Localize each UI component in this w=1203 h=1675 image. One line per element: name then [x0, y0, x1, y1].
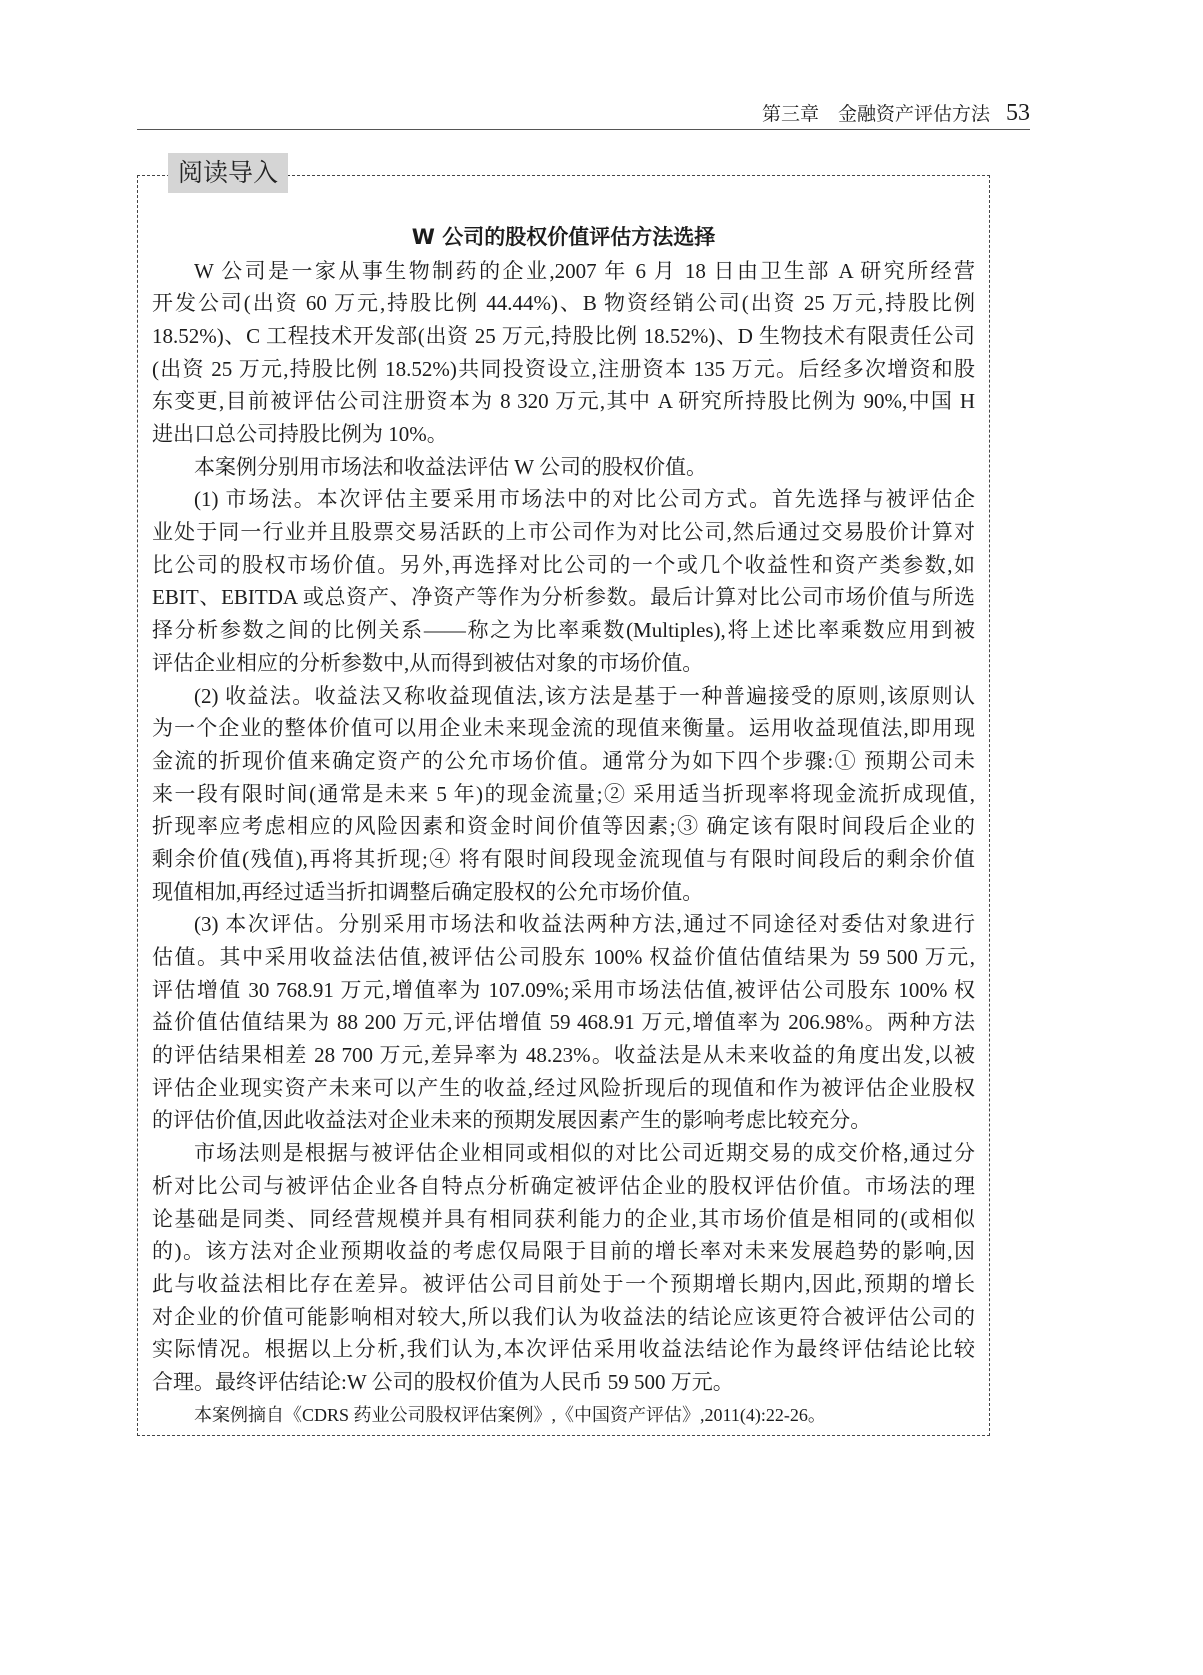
text-line: 18.52%)、C 工程技术开发部(出资 25 万元,持股比例 18.52%)、D 生物技术有限责任公司: [152, 323, 975, 348]
reading-guide-label: 阅读导入: [168, 153, 288, 193]
paragraph: [152, 680, 975, 909]
text-line: 此与收益法相比存在差异。被评估公司目前处于一个预期增长期内,因此,预期的增长: [152, 1271, 975, 1296]
paragraph: [152, 483, 975, 679]
text-line: (3) 本次评估。分别采用市场法和收益法两种方法,通过不同途径对委估对象进行: [194, 912, 975, 937]
text-line: 对企业的价值可能影响相对较大,所以我们认为收益法的结论应该更符合被评估公司的: [152, 1304, 975, 1329]
text-line: 评估企业现实资产未来可以产生的收益,经过风险折现后的现值和作为被评估企业股权: [152, 1075, 975, 1100]
text-line: 论基础是同类、同经营规模并具有相同获利能力的企业,其市场价值是相同的(或相似: [152, 1206, 975, 1231]
case-title: W 公司的股权价值评估方法选择: [411, 225, 716, 249]
text-line: 剩余价值(残值),再将其折现;④ 将有限时间段现金流现值与有限时间段后的剩余价值: [152, 846, 975, 871]
text-line: 现值相加,再经过适当折扣调整后确定股权的公允市场价值。: [152, 879, 704, 904]
text-line: (出资 25 万元,持股比例 18.52%)共同投资设立,注册资本 135 万元。后经多次增资和股: [152, 356, 975, 381]
page-number: 53: [1006, 100, 1030, 126]
text-line: 开发公司(出资 60 万元,持股比例 44.44%)、B 物资经销公司(出资 25 万元,持股比例: [152, 291, 975, 316]
text-line: (1) 市场法。本次评估主要采用市场法中的对比公司方式。首先选择与被评估企: [194, 487, 975, 512]
source-note: 本案例摘自《CDRS 药业公司股权评估案例》,《中国资产评估》,2011(4):22-26。: [194, 1404, 826, 1425]
text-line: 评估企业相应的分析参数中,从而得到被估对象的市场价值。: [152, 650, 704, 675]
text-line: 业处于同一行业并且股票交易活跃的上市公司作为对比公司,然后通过交易股价计算对: [152, 520, 975, 545]
text-line: 的评估结果相差 28 700 万元,差异率为 48.23%。收益法是从未来收益的角度出发,以被: [152, 1043, 975, 1068]
text-line: W 公司是一家从事生物制药的企业,2007 年 6 月 18 日由卫生部 A 研究所经营: [194, 258, 975, 283]
text-line: 市场法则是根据与被评估企业相同或相似的对比公司近期交易的成交价格,通过分: [194, 1141, 975, 1166]
paragraph: [152, 908, 975, 1137]
text-line: 比公司的股权市场价值。另外,再选择对比公司的一个或几个收益性和资产类参数,如: [152, 552, 975, 577]
text-line: 析对比公司与被评估企业各自特点分析确定被评估企业的股权评估价值。市场法的理: [152, 1173, 975, 1198]
text-line: EBIT、EBITDA 或总资产、净资产等作为分析参数。最后计算对比公司市场价值与所选: [152, 585, 975, 610]
text-line: 金流的折现价值来确定资产的公允市场价值。通常分为如下四个步骤:① 预期公司未: [152, 748, 975, 773]
text-line: 折现率应考虑相应的风险因素和资金时间价值等因素;③ 确定该有限时间段后企业的: [152, 814, 975, 839]
text-line: 合理。最终评估结论:W 公司的股权价值为人民币 59 500 万元。: [152, 1369, 734, 1394]
text-line: 为一个企业的整体价值可以用企业未来现金流的现值来衡量。运用收益现值法,即用现: [152, 716, 975, 741]
text-line: 择分析参数之间的比例关系——称之为比率乘数(Multiples),将上述比率乘数应用到被: [152, 618, 975, 643]
text-line: 估值。其中采用收益法估值,被评估公司股东 100% 权益价值估值结果为 59 500 万元,: [152, 945, 975, 970]
text-line: 实际情况。根据以上分析,我们认为,本次评估采用收益法结论作为最终评估结论比较: [152, 1337, 975, 1362]
chapter-label: 第三章: [761, 104, 819, 125]
text-line: 评估增值 30 768.91 万元,增值率为 107.09%;采用市场法估值,被评估公司股东 100% 权: [152, 977, 975, 1002]
text-line: 的评估价值,因此收益法对企业未来的预期发展因素产生的影响考虑比较充分。: [152, 1108, 872, 1133]
header-rule: [137, 129, 1030, 130]
text-line: 来一段有限时间(通常是未来 5 年)的现金流量;② 采用适当折现率将现金流折成现值,: [152, 781, 975, 806]
text-line: 的)。该方法对企业预期收益的考虑仅局限于目前的增长率对未来发展趋势的影响,因: [152, 1239, 975, 1264]
text-line: 进出口总公司持股比例为 10%。: [152, 422, 448, 447]
paragraph: [152, 1137, 975, 1399]
text-line: 本案例分别用市场法和收益法评估 W 公司的股权价值。: [194, 454, 707, 479]
paragraph: [152, 255, 975, 451]
text-line: 东变更,目前被评估公司注册资本为 8 320 万元,其中 A 研究所持股比例为 90%,中国 H: [152, 389, 975, 414]
running-header: [137, 98, 1030, 128]
text-line: (2) 收益法。收益法又称收益现值法,该方法是基于一种普遍接受的原则,该原则认: [194, 683, 975, 708]
paragraph: [152, 451, 975, 484]
reading-guide-content: [152, 220, 975, 1432]
chapter-title: 金融资产评估方法: [837, 104, 990, 125]
text-line: 益价值估值结果为 88 200 万元,评估增值 59 468.91 万元,增值率为 206.98%。两种方法: [152, 1010, 975, 1035]
